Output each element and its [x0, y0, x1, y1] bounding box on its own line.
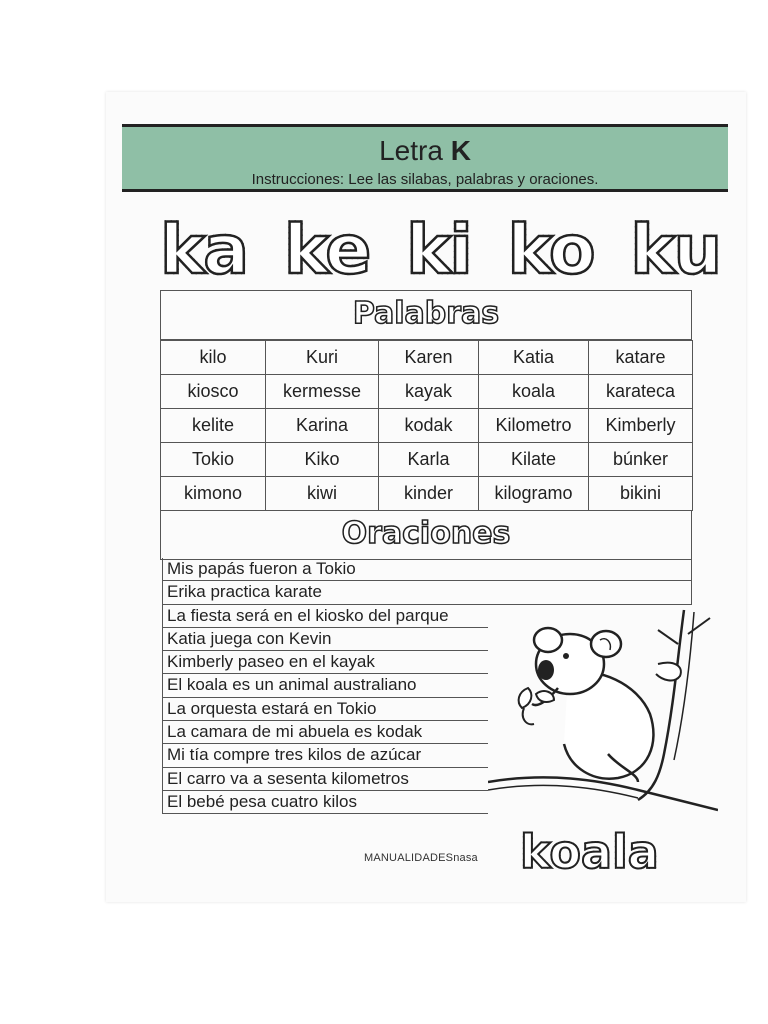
- word-cell: Kiko: [266, 443, 379, 477]
- word-cell: Karen: [379, 341, 479, 375]
- words-table: [160, 340, 693, 511]
- word-cell: búnker: [589, 443, 693, 477]
- word-cell: koala: [479, 375, 589, 409]
- word-cell: karateca: [589, 375, 693, 409]
- sentence-line: Kimberly paseo en el kayak: [162, 651, 488, 674]
- words-table-section: [160, 290, 692, 560]
- table-row: [161, 477, 693, 511]
- sentence-line: Mi tía compre tres kilos de azúcar: [162, 744, 488, 767]
- sentence-line: El bebé pesa cuatro kilos: [162, 791, 488, 814]
- worksheet-header: [122, 124, 728, 192]
- syllable-ke: ke: [284, 208, 370, 294]
- word-cell: Katia: [479, 341, 589, 375]
- word-cell: katare: [589, 341, 693, 375]
- sentence-line: La orquesta estará en Tokio: [162, 698, 488, 721]
- sentence-line: Katia juega con Kevin: [162, 628, 488, 651]
- word-cell: kiosco: [161, 375, 266, 409]
- sentence-line: Erika practica karate: [162, 581, 692, 604]
- title-prefix: Letra: [379, 135, 443, 166]
- syllable-ku: ku: [630, 208, 720, 294]
- word-cell: Kuri: [266, 341, 379, 375]
- koala-word: koala: [520, 822, 660, 882]
- sentence-line: El koala es un animal australiano: [162, 674, 488, 697]
- word-cell: Kilometro: [479, 409, 589, 443]
- title-letter: K: [450, 135, 471, 166]
- sentence-line: El carro va a sesenta kilometros: [162, 768, 488, 791]
- word-cell: Tokio: [161, 443, 266, 477]
- koala-on-branch-icon: [488, 604, 718, 818]
- word-cell: kermesse: [266, 375, 379, 409]
- syllable-row: [160, 208, 720, 294]
- syllable-ka: ka: [160, 208, 247, 294]
- word-cell: kelite: [161, 409, 266, 443]
- table-row: [161, 409, 693, 443]
- word-cell: kiwi: [266, 477, 379, 511]
- word-cell: kayak: [379, 375, 479, 409]
- page-title: [122, 135, 728, 167]
- instructions-text: Instrucciones: Lee las silabas, palabras y oraciones.: [251, 171, 599, 188]
- word-cell: bikini: [589, 477, 693, 511]
- syllable-ko: ko: [507, 208, 593, 294]
- word-cell: Karla: [379, 443, 479, 477]
- table-row: [161, 341, 693, 375]
- word-cell: kilo: [161, 341, 266, 375]
- word-cell: kimono: [161, 477, 266, 511]
- word-cell: Kimberly: [589, 409, 693, 443]
- sentence-line: La camara de mi abuela es kodak: [162, 721, 488, 744]
- table-row: [161, 375, 693, 409]
- word-cell: kilogramo: [479, 477, 589, 511]
- sentence-line: Mis papás fueron a Tokio: [162, 558, 692, 581]
- brand-credit: MANUALIDADESnasa: [364, 852, 478, 864]
- word-cell: kodak: [379, 409, 479, 443]
- palabras-heading: Palabras: [160, 290, 692, 340]
- table-row: [161, 443, 693, 477]
- word-cell: kinder: [379, 477, 479, 511]
- sentence-line: La fiesta será en el kiosko del parque: [162, 605, 488, 628]
- syllable-ki: ki: [406, 208, 471, 294]
- word-cell: Kilate: [479, 443, 589, 477]
- oraciones-heading: Oraciones: [160, 510, 692, 560]
- word-cell: Karina: [266, 409, 379, 443]
